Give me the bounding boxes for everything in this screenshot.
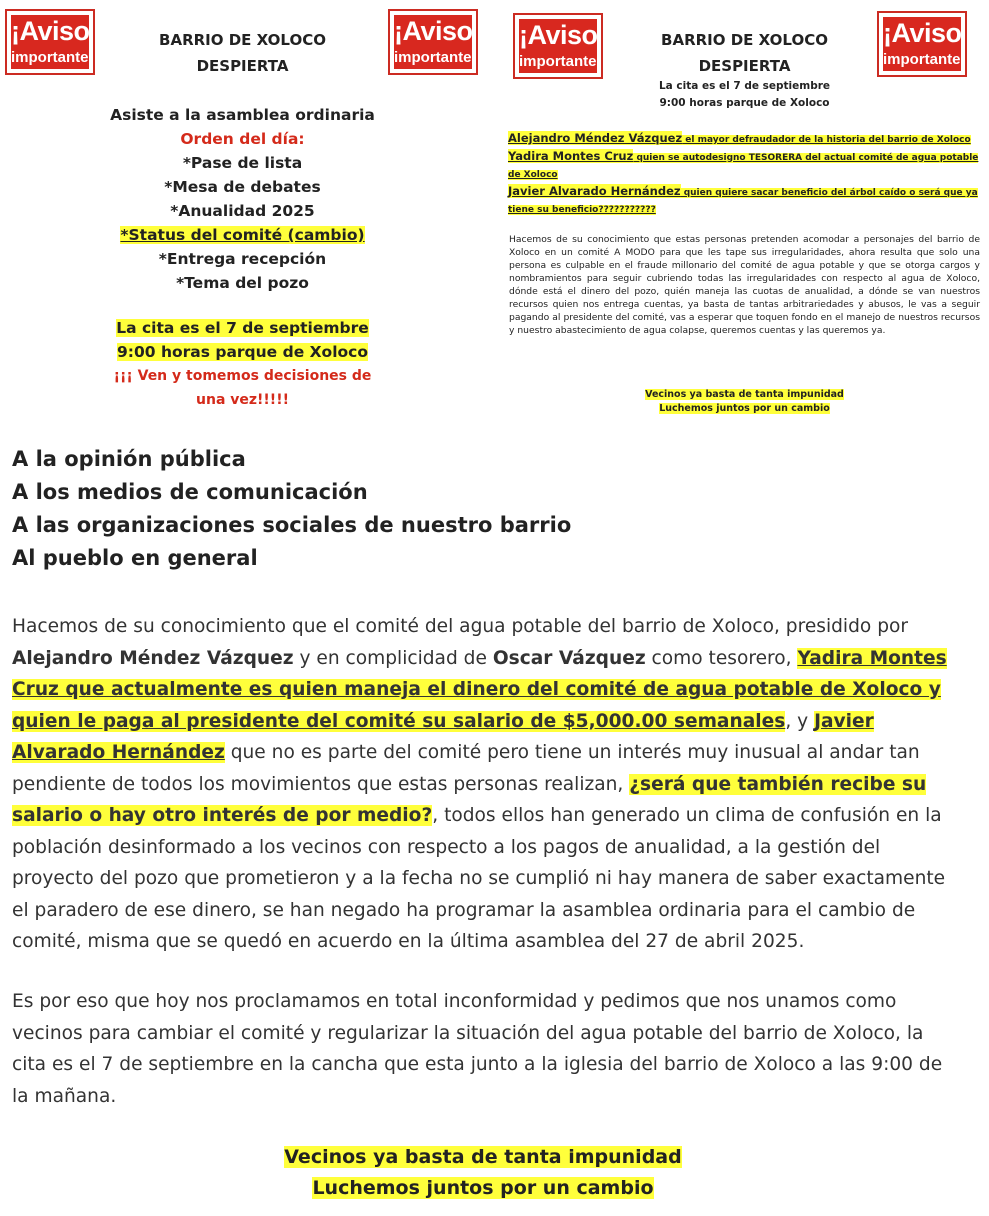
accusation-item: Javier Alvarado Hernández quien quiere sacar beneficio del árbol caído o será que ya tiene su beneficio???????????	[508, 183, 978, 215]
left-flyer-title	[110, 27, 375, 79]
badge-text-importante: importante!	[11, 49, 94, 66]
agenda-title: Orden del día:	[180, 130, 305, 148]
name-presidente: Alejandro Méndez Vázquez	[12, 647, 294, 669]
title-line: BARRIO DE XOLOCO	[159, 31, 326, 49]
accusation-item: Alejandro Méndez Vázquez el mayor defraudador de la historia del barrio de Xoloco	[508, 131, 971, 145]
date-line: La cita es el 7 de septiembre	[658, 80, 831, 92]
badge-text-importante: importante!	[519, 53, 602, 70]
agenda-item: *Tema del pozo	[176, 274, 309, 292]
call-to-action: ¡¡¡ Ven y tomemos decisiones de una vez!!!!!	[113, 368, 372, 408]
right-flyer-paragraph: Hacemos de su conocimiento que estas personas pretenden acomodar a personajes del barrio de Xoloco en un comité A MODO para que les tape sus irregularidades, ahora resulta que solo una persona es culpable en el fraude millonario del comité de agua potable y que se otorga cargos y nombramientos para seguir cubriendo todas las irregularidades con respecto al agua de Xoloco, dónde está el dinero del pozo, quién maneja las cuotas de anualidad, a dónde se van nuestros recursos quien nos entrega cuentas, ya basta de tantas arbitrariedades y abusos, le vas a seguir pagando al presidente del comité, vas a esperar que toquen fondo en el manejo de nuestros recursos y nuestro abastecimiento de agua colapse, queremos cuentas y las queremos ya.	[509, 234, 980, 336]
highlight-question: ¿será que también recibe su salario o hay otro interés de por medio?	[12, 773, 927, 826]
agenda-item: *Entrega recepción	[158, 250, 327, 268]
aviso-badge	[877, 11, 967, 77]
aviso-badge	[513, 13, 603, 79]
letter-paragraph-2: Es por eso que hoy nos proclamamos en total inconformidad y pedimos que nos unamos como vecinos para cambiar el comité y regularizar la situación del agua potable del barrio de Xoloco, la cita es el 7 de septiembre en la cancha que esta junto a la iglesia del barrio de Xoloco a las 9:00 de la mañana.	[12, 991, 943, 1107]
date-line: La cita es el 7 de septiembre	[116, 319, 369, 337]
agenda-item: *Pase de lista	[182, 154, 303, 172]
agenda-item: *Mesa de debates	[164, 178, 321, 196]
accusations-list	[508, 130, 983, 218]
addressee-line: Al pueblo en general	[12, 546, 258, 570]
closing-line: Vecinos ya basta de tanta impunidad	[645, 389, 844, 400]
right-flyer-title	[612, 27, 877, 79]
title-line: BARRIO DE XOLOCO	[661, 31, 828, 49]
closing-line: Luchemos juntos por un cambio	[312, 1177, 654, 1199]
highlight-yadira: Yadira Montes Cruz que actualmente es quien maneja el dinero del comité de agua potable de Xoloco y quien le paga al presidente del comité su salario de $5,000.00 semanales	[12, 647, 947, 732]
letter-closing	[200, 1142, 766, 1204]
addressee-line: A la opinión pública	[12, 447, 246, 471]
badge-text-aviso: ¡Aviso	[394, 16, 473, 46]
left-flyer-date	[100, 316, 385, 412]
time-place-line: 9:00 horas parque de Xoloco	[117, 343, 368, 361]
addressee-line: A los medios de comunicación	[12, 480, 368, 504]
closing-line: Vecinos ya basta de tanta impunidad	[284, 1146, 682, 1168]
aviso-badge	[5, 9, 95, 75]
badge-text-importante: importante!	[883, 51, 966, 68]
badge-text-aviso: ¡Aviso	[883, 18, 962, 48]
addressee-line: A las organizaciones sociales de nuestro barrio	[12, 513, 572, 537]
time-place-line: 9:00 horas parque de Xoloco	[659, 97, 830, 109]
name-tesorero: Oscar Vázquez	[492, 647, 646, 669]
accusation-item: Yadira Montes Cruz quien se autodesigno TESORERA del actual comité de agua potable de Xoloco	[508, 148, 979, 180]
letter-paragraph-1: Hacemos de su conocimiento que el comité del agua potable del barrio de Xoloco, presidido por Alejandro Méndez Vázquez y en complicidad de Oscar Vázquez como tesorero, Yadira Montes Cruz que actualmente es quien maneja el dinero del comité de agua potable de Xoloco y quien le paga al presidente del comité su salario de $5,000.00 semanales, y Javier Alvarado Hernández que no es parte del comité pero tiene un interés muy inusual al andar tan pendiente de todos los movimientos que estas personas realizan, ¿será que también recibe su salario o hay otro interés de por medio?, todos ellos han generado un clima de confusión en la población desinformado a los vecinos con respecto a los pagos de anualidad, a la gestión del proyecto del pozo que prometieron y a la fecha no se cumplió ni hay manera de saber exactamente el paradero de ese dinero, se han negado ha programar la asamblea ordinaria para el cambio de comité, misma que se quedó en acuerdo en la última asamblea del 27 de abril 2025.	[12, 616, 947, 952]
title-line: DESPIERTA	[698, 57, 791, 75]
closing-line: Luchemos juntos por un cambio	[659, 403, 830, 414]
left-flyer-agenda	[100, 103, 385, 295]
right-flyer-date	[612, 78, 877, 112]
agenda-item: *Anualidad 2025	[170, 202, 315, 220]
assembly-intro: Asiste a la asamblea ordinaria	[110, 106, 375, 124]
badge-text-aviso: ¡Aviso	[11, 16, 90, 46]
addressees	[12, 443, 972, 575]
highlight-javier: Javier Alvarado Hernández	[12, 710, 874, 763]
badge-text-aviso: ¡Aviso	[519, 20, 598, 50]
badge-text-importante: importante!	[394, 49, 477, 66]
title-line: DESPIERTA	[196, 57, 289, 75]
right-flyer-closing	[612, 388, 877, 416]
aviso-badge	[388, 9, 478, 75]
agenda-item-highlighted: *Status del comité (cambio)	[120, 226, 365, 244]
